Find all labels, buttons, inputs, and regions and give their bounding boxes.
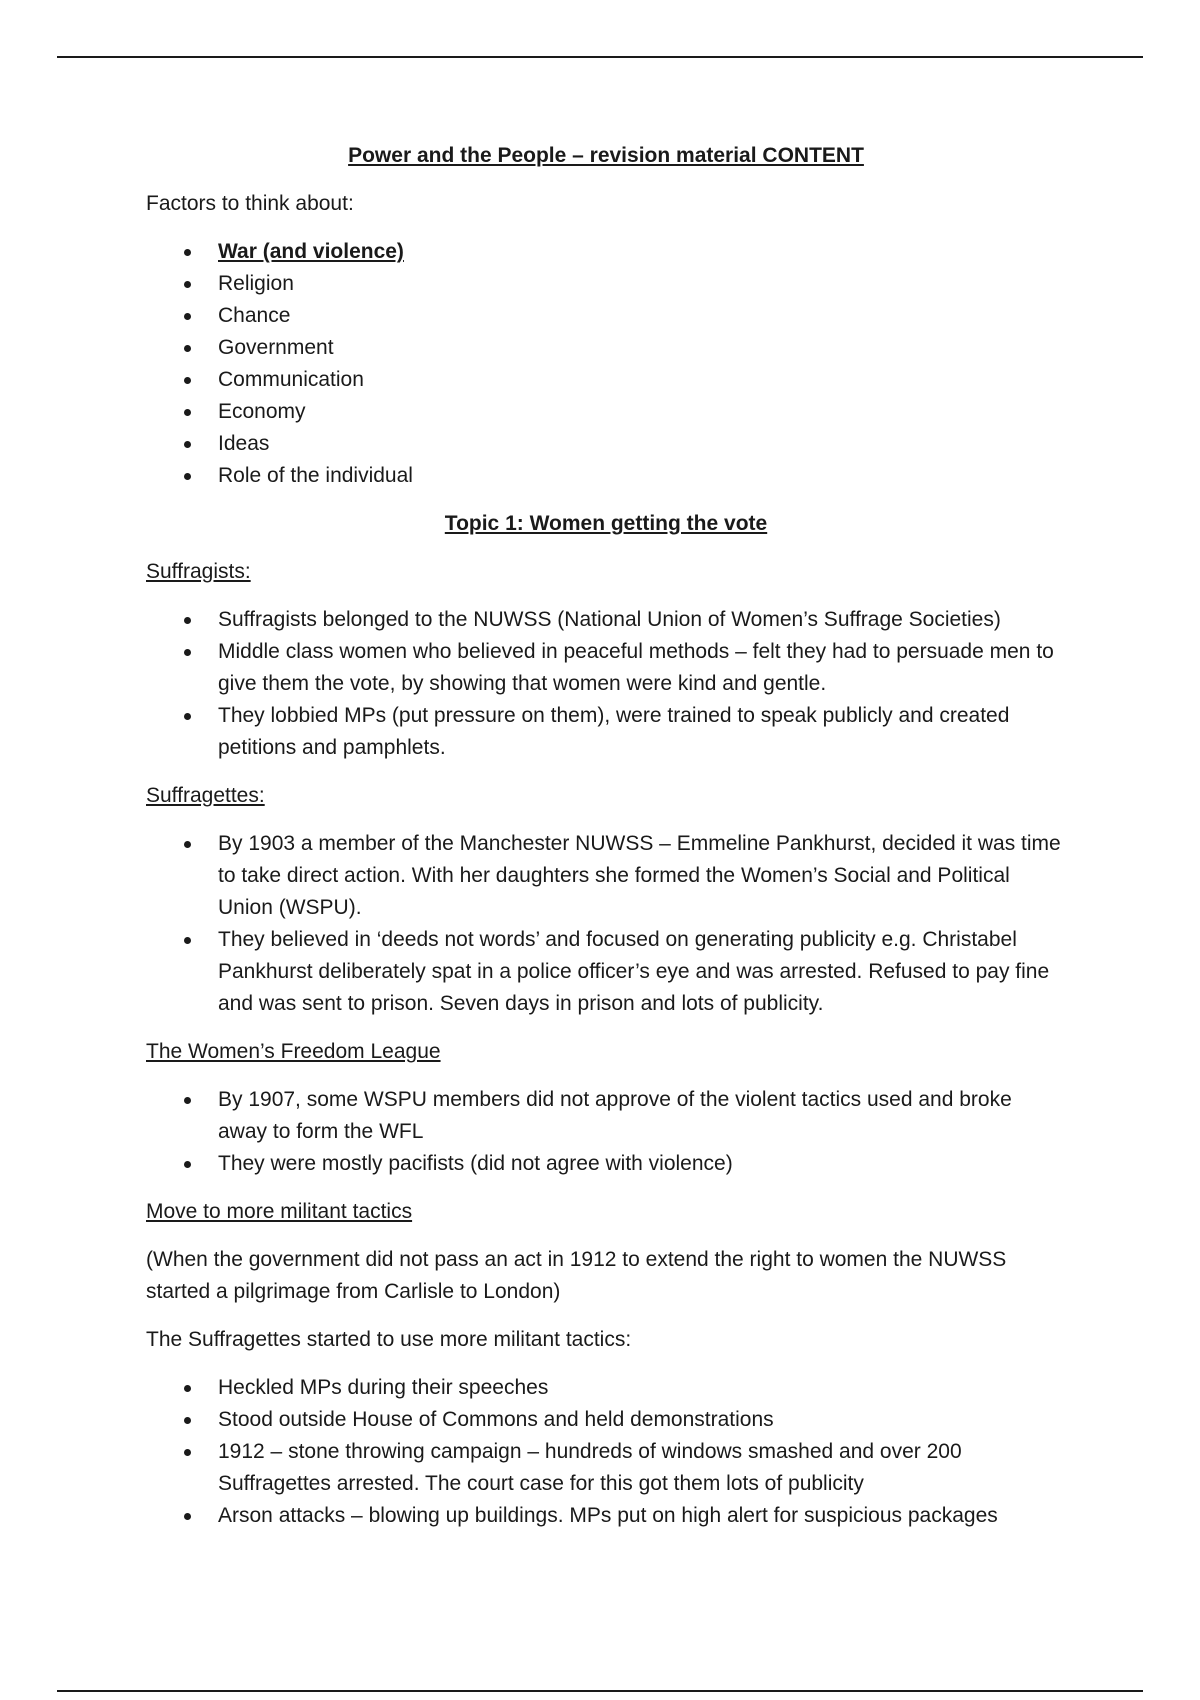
suffragettes-list — [146, 828, 1066, 1020]
list-item: They lobbied MPs (put pressure on them), were trained to speak publicly and created petitions and pamphlets. — [146, 700, 1066, 764]
list-item: Suffragists belonged to the NUWSS (National Union of Women’s Suffrage Societies) — [146, 604, 1066, 636]
section-heading-militant: Move to more militant tactics — [146, 1200, 413, 1223]
wfl-list — [146, 1084, 1066, 1180]
bullet-icon — [184, 937, 191, 944]
bullet-icon — [184, 281, 191, 288]
list-item: Ideas — [146, 428, 1066, 460]
factors-intro: Factors to think about: — [146, 192, 354, 215]
list-item: By 1903 a member of the Manchester NUWSS – Emmeline Pankhurst, decided it was time to take direct action. With her daughters she formed the Women’s Social and Political Union (WSPU). — [146, 828, 1066, 924]
list-item: 1912 – stone throwing campaign – hundreds of windows smashed and over 200 Suffragettes arrested. The court case for this got them lots of publicity — [146, 1436, 1066, 1500]
section-heading-suffragists: Suffragists: — [146, 560, 251, 583]
militant-intro-paragraph: The Suffragettes started to use more militant tactics: — [146, 1328, 632, 1351]
list-item: Role of the individual — [146, 460, 1066, 492]
list-item: They believed in ‘deeds not words’ and focused on generating publicity e.g. Christabel Pankhurst deliberately spat in a police officer’s eye and was arrested. Refused to pay fine and was sent to prison. Seven days in prison and lots of publicity. — [146, 924, 1066, 1020]
document-body — [146, 140, 1066, 1548]
list-item: Heckled MPs during their speeches — [146, 1372, 1066, 1404]
page-title: Power and the People – revision material CONTENT — [348, 144, 864, 167]
factors-list — [146, 236, 1066, 492]
list-item: Arson attacks – blowing up buildings. MPs put on high alert for suspicious packages — [146, 1500, 1066, 1532]
bullet-icon — [184, 1417, 191, 1424]
list-item: Chance — [146, 300, 1066, 332]
list-item: Religion — [146, 268, 1066, 300]
list-item: Communication — [146, 364, 1066, 396]
bullet-icon — [184, 441, 191, 448]
list-item: Government — [146, 332, 1066, 364]
section-heading-suffragettes: Suffragettes: — [146, 784, 265, 807]
bullet-icon — [184, 841, 191, 848]
bullet-icon — [184, 377, 191, 384]
topic-heading: Topic 1: Women getting the vote — [444, 512, 768, 535]
bullet-icon — [184, 1449, 191, 1456]
bullet-icon — [184, 649, 191, 656]
bullet-icon — [184, 1513, 191, 1520]
bullet-icon — [184, 617, 191, 624]
bullet-icon — [184, 409, 191, 416]
bottom-rule — [57, 1690, 1143, 1692]
list-item: War (and violence) — [146, 236, 1066, 268]
bullet-icon — [184, 345, 191, 352]
militant-context-paragraph: (When the government did not pass an act in 1912 to extend the right to women the NUWSS started a pilgrimage from Carlisle to London) — [146, 1248, 1007, 1303]
list-item: Economy — [146, 396, 1066, 428]
bullet-icon — [184, 249, 191, 256]
militant-list — [146, 1372, 1066, 1532]
suffragists-list — [146, 604, 1066, 764]
bullet-icon — [184, 313, 191, 320]
section-heading-wfl: The Women’s Freedom League — [146, 1040, 441, 1063]
bullet-icon — [184, 473, 191, 480]
bullet-icon — [184, 1161, 191, 1168]
top-rule — [57, 56, 1143, 58]
list-item: They were mostly pacifists (did not agree with violence) — [146, 1148, 1066, 1180]
bullet-icon — [184, 1097, 191, 1104]
bullet-icon — [184, 713, 191, 720]
bullet-icon — [184, 1385, 191, 1392]
list-item: By 1907, some WSPU members did not approve of the violent tactics used and broke away to form the WFL — [146, 1084, 1066, 1148]
list-item: Middle class women who believed in peaceful methods – felt they had to persuade men to give them the vote, by showing that women were kind and gentle. — [146, 636, 1066, 700]
list-item: Stood outside House of Commons and held demonstrations — [146, 1404, 1066, 1436]
